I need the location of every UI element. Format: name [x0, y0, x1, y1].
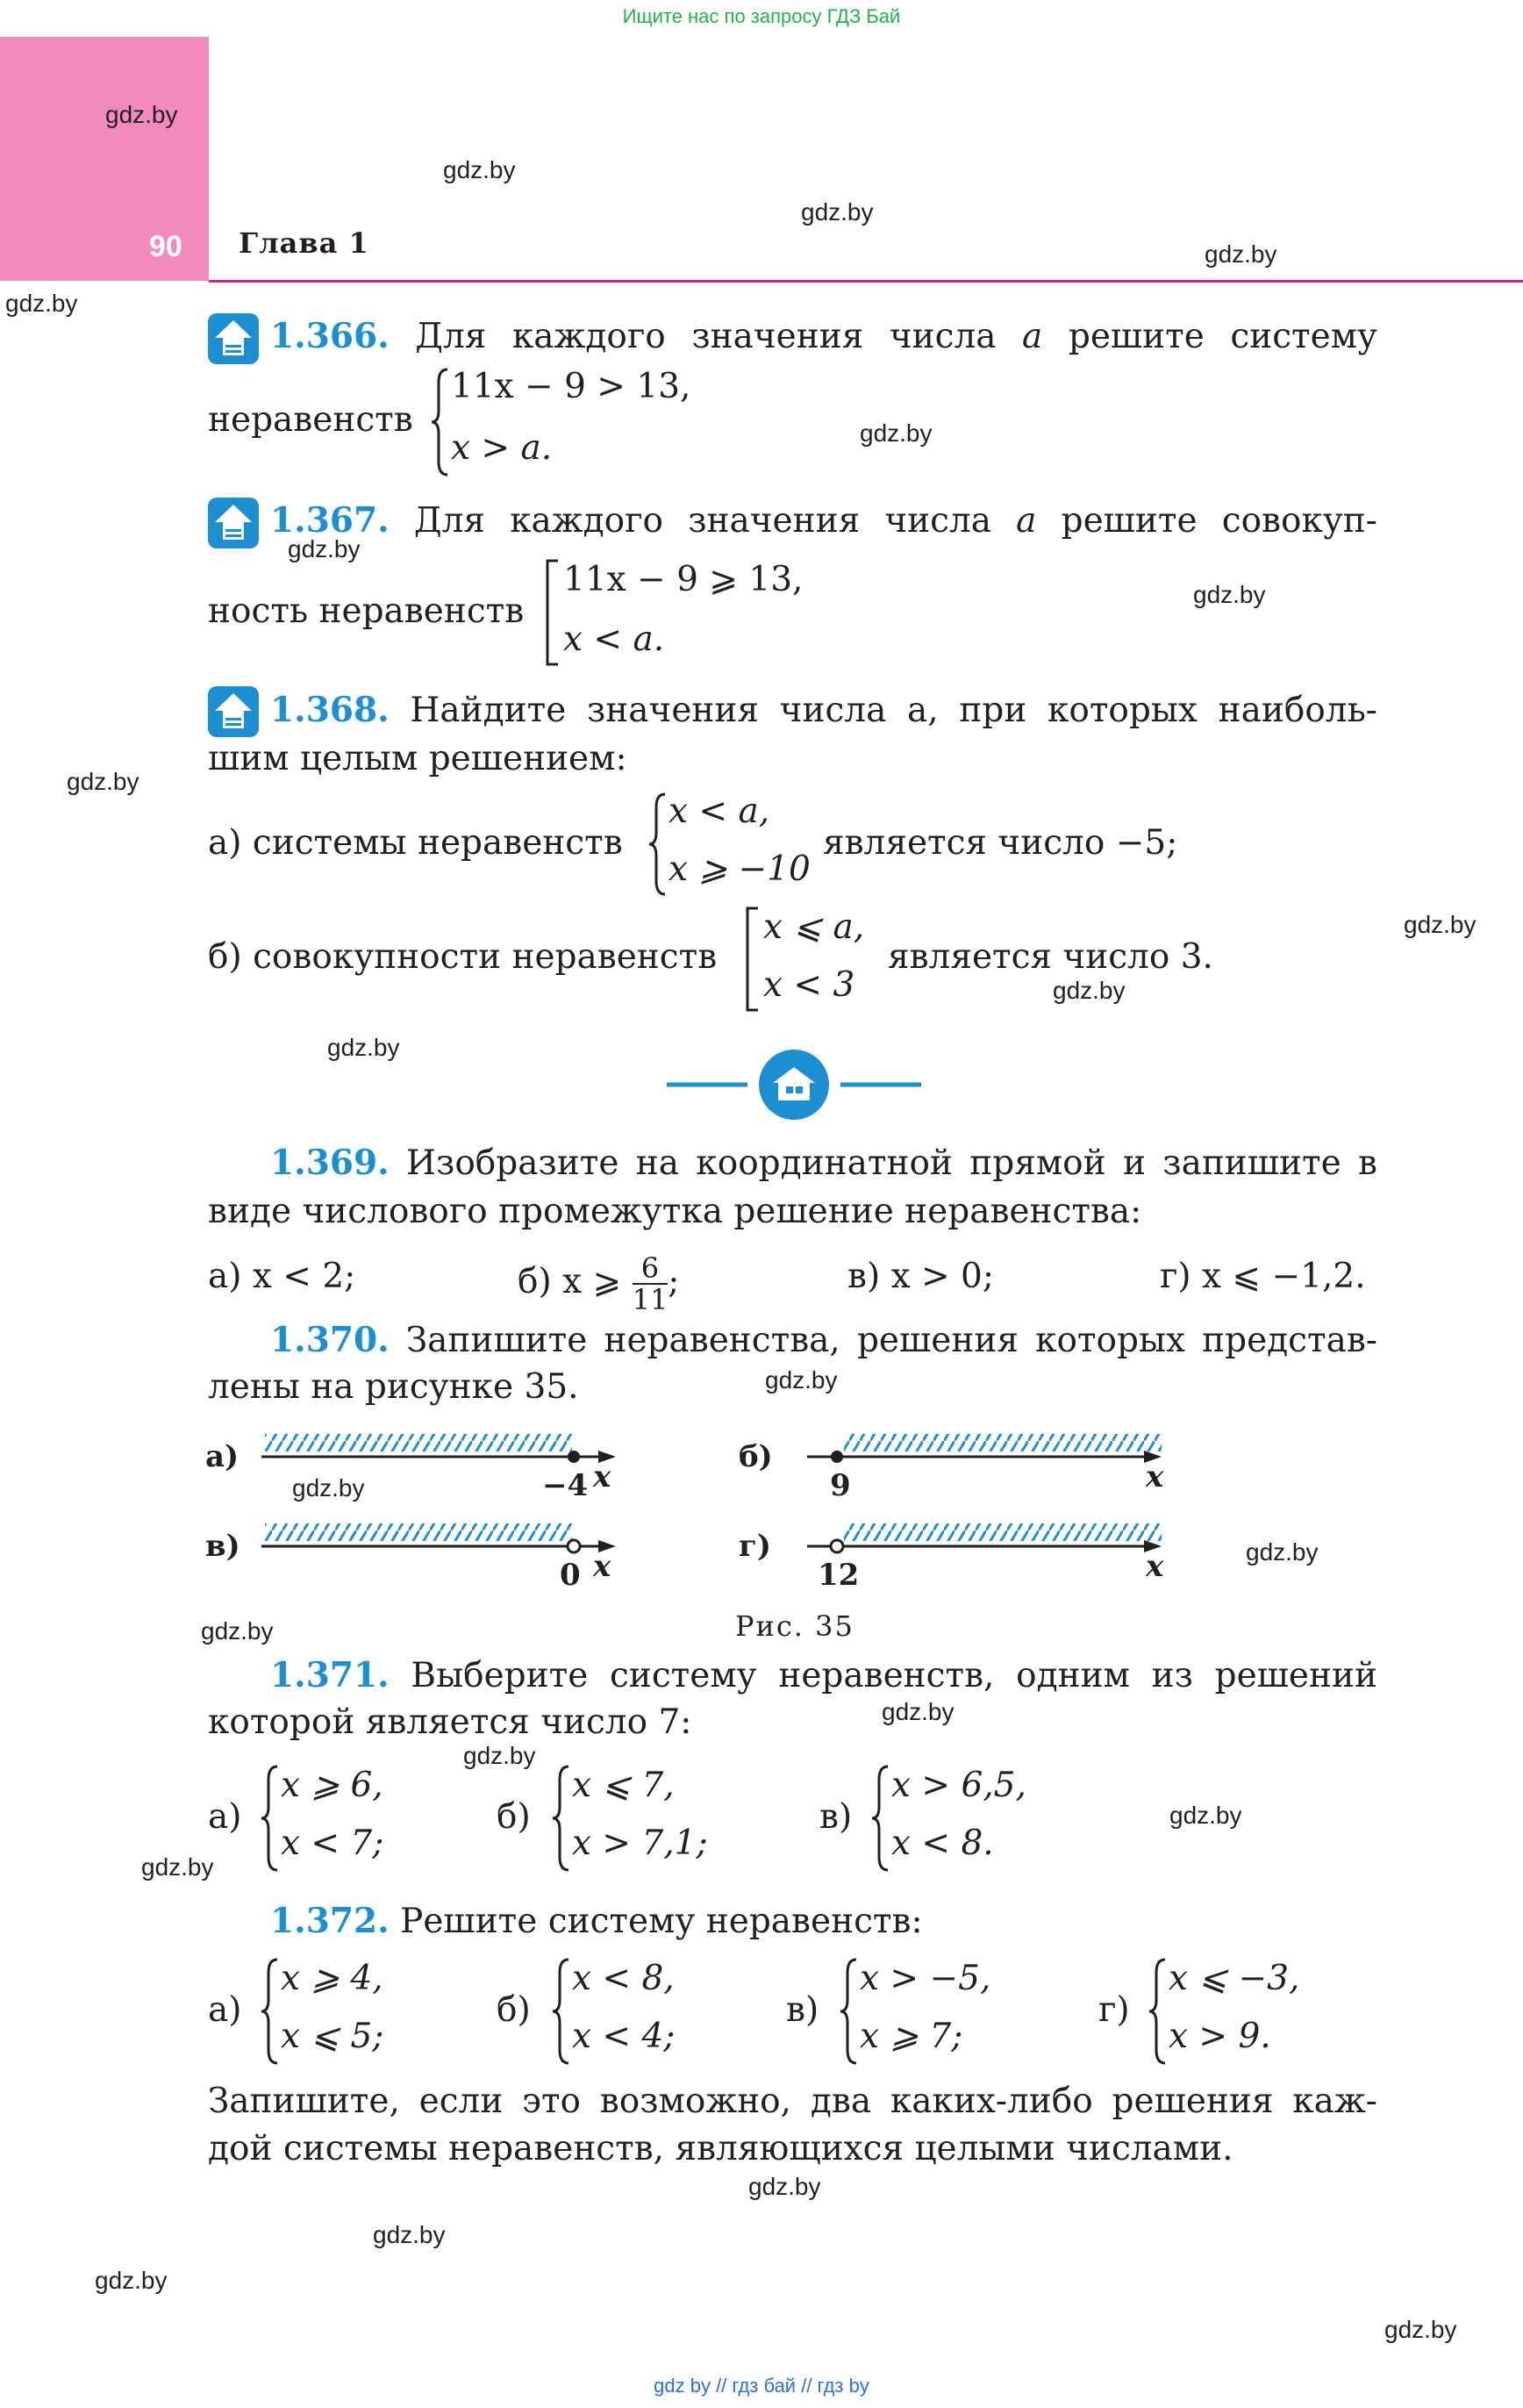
problem-text: неравенств — [208, 400, 413, 440]
subitem-text: б) совокупности неравенств — [208, 937, 718, 977]
problem-text: виде числового промежутка решение неравенства: — [208, 1192, 1142, 1231]
subitem-label: в) — [786, 1990, 819, 2030]
watermark: gdz.by — [373, 2221, 446, 2248]
problem-number: 1.368. — [270, 690, 390, 730]
denominator: 11 — [632, 1283, 669, 1316]
problem-text: шим целым решением: — [208, 739, 627, 778]
chapter-title: Глава 1 — [239, 226, 369, 260]
watermark: gdz.by — [748, 2173, 821, 2200]
subitem-label: а) — [208, 1797, 242, 1837]
watermark: gdz.by — [95, 2267, 168, 2294]
problem-text: которой является число 7: — [208, 1702, 692, 1742]
watermark: gdz.by — [1384, 2316, 1457, 2343]
equation: x > a. — [451, 428, 553, 468]
system-brace — [870, 1764, 891, 1873]
equation: x ⩽ −3, — [1169, 1959, 1300, 1998]
subitem-text: в) x > 0; — [847, 1257, 994, 1296]
system-brace — [551, 1957, 572, 2066]
watermark: gdz.by — [105, 101, 178, 128]
subitem-label: а) — [205, 1439, 240, 1474]
watermark: gdz.by — [443, 156, 516, 183]
watermark: gdz.by — [141, 1853, 214, 1881]
point-label: −4 — [542, 1468, 589, 1503]
watermark: gdz.by — [1246, 1538, 1319, 1566]
union-bracket — [744, 906, 762, 1013]
problem-text: решите совокуп- — [1061, 501, 1377, 541]
watermark: gdz.by — [288, 535, 361, 563]
equation: x ⩾ 7; — [860, 2017, 963, 2056]
number-line — [807, 1423, 1176, 1499]
point-label: 0 — [560, 1558, 581, 1593]
subitem-label: а) — [208, 1990, 242, 2030]
problem-text: дой системы неравенств, являющихся целыми числами. — [208, 2129, 1233, 2168]
equation: x ⩾ 6, — [281, 1766, 383, 1805]
problem-text: Найдите значения числа a, при которых наиболь- — [410, 691, 1377, 730]
problem-text: Изобразите на координатной прямой и запишите в — [406, 1143, 1377, 1183]
problem-number: 1.366. — [270, 316, 390, 356]
fraction — [633, 1253, 669, 1315]
equation: x > 6,5, — [891, 1766, 1026, 1805]
subitem-label: г) — [1098, 1990, 1130, 2030]
number-line — [807, 1513, 1176, 1588]
union-bracket — [544, 558, 561, 667]
axis-label: x — [1146, 1549, 1164, 1584]
punctuation: ; — [668, 1262, 680, 1301]
equation: x < 3 — [763, 965, 855, 1005]
problem-text: Запишите неравенства, решения которых представ- — [405, 1321, 1377, 1360]
inequality-text: б) x ⩾ — [518, 1262, 622, 1301]
point-label: 9 — [830, 1468, 851, 1503]
watermark: gdz.by — [201, 1617, 274, 1645]
watermark: gdz.by — [882, 1698, 955, 1725]
watermark: gdz.by — [292, 1474, 365, 1501]
subitem-label: в) — [205, 1529, 240, 1564]
system-brace — [839, 1957, 860, 2066]
equation: x ⩾ 4, — [281, 1959, 383, 1998]
watermark: gdz.by — [1193, 581, 1266, 608]
problem-text: Выберите систему неравенств, одним из решений — [411, 1656, 1377, 1695]
watermark: gdz.by — [67, 768, 139, 795]
header-rule — [209, 280, 1523, 283]
problem-text: Для каждого значения числа — [415, 317, 997, 356]
equation: x ⩽ a, — [763, 907, 865, 947]
problem-number: 1.371. — [270, 1655, 390, 1695]
system-brace — [647, 792, 669, 897]
homework-divider — [667, 1050, 921, 1120]
problem-text: ность неравенств — [208, 591, 525, 631]
problem-number: 1.367. — [270, 500, 390, 541]
equation: x > 9. — [1169, 2017, 1271, 2056]
system-brace — [1148, 1957, 1169, 2066]
problem-number: 1.372. — [270, 1901, 390, 1941]
watermark: gdz.by — [1404, 911, 1477, 938]
problem-number: 1.369. — [270, 1143, 390, 1183]
subitem-text: является число −5; — [823, 823, 1178, 863]
equation: x < a. — [563, 620, 665, 659]
axis-label: x — [593, 1459, 611, 1494]
equation: x < 8. — [891, 1824, 994, 1863]
problem-number: 1.370. — [270, 1320, 390, 1360]
top-banner: Ищите нас по запросу ГДЗ Бай — [622, 5, 901, 27]
watermark: gdz.by — [1205, 240, 1277, 268]
variable: a — [1016, 501, 1037, 541]
system-brace — [551, 1764, 572, 1873]
equation: x < 7; — [281, 1824, 384, 1863]
figure-caption: Рис. 35 — [735, 1609, 854, 1643]
watermark: gdz.by — [1169, 1802, 1242, 1829]
equation: x < 8, — [572, 1959, 675, 1998]
subitem-text: является число 3. — [888, 937, 1213, 977]
point-label: 12 — [818, 1558, 860, 1593]
equation: x < 4; — [572, 2017, 676, 2056]
equation: 11x − 9 > 13, — [451, 367, 691, 406]
subitem-text: а) x < 2; — [208, 1257, 356, 1296]
axis-label: x — [593, 1549, 611, 1584]
problem-text: лены на рисунке 35. — [208, 1367, 579, 1407]
equation: x ⩽ 5; — [281, 2017, 384, 2056]
system-brace — [260, 1764, 281, 1873]
equation: x ⩽ 7, — [572, 1766, 675, 1805]
watermark: gdz.by — [765, 1366, 838, 1394]
equation: x ⩾ −10 — [669, 849, 811, 889]
watermark: gdz.by — [1053, 977, 1126, 1004]
subitem-label: в) — [819, 1797, 853, 1837]
subitem-label: б) — [497, 1797, 531, 1837]
equation: x < a, — [669, 792, 770, 831]
subitem-text — [518, 1253, 679, 1315]
watermark: gdz.by — [463, 1742, 536, 1769]
problem-text: Для каждого значения числа — [413, 501, 991, 541]
variable: a — [1022, 317, 1043, 356]
home-upload-icon — [208, 313, 259, 364]
page-number: 90 — [149, 230, 182, 263]
subitem-label: б) — [739, 1439, 773, 1474]
subitem-text: а) системы неравенств — [208, 823, 623, 863]
problem-text: Запишите, если это возможно, два каких-либо решения каж- — [208, 2082, 1377, 2121]
problem-text: Решите систему неравенств: — [400, 1902, 923, 1941]
numerator: 6 — [633, 1253, 669, 1285]
watermark: gdz.by — [860, 419, 933, 447]
equation: 11x − 9 ⩾ 13, — [563, 560, 804, 599]
equation: x > 7,1; — [572, 1824, 708, 1863]
subitem-label: г) — [739, 1529, 771, 1564]
watermark: gdz.by — [5, 290, 78, 317]
home-upload-icon — [208, 498, 259, 548]
subitem-label: б) — [497, 1990, 531, 2030]
system-brace — [260, 1957, 281, 2066]
equation: x > −5, — [860, 1959, 991, 1998]
axis-label: x — [1146, 1459, 1164, 1494]
footer-links[interactable]: gdz by // гдз бай // гдз by — [654, 2375, 869, 2397]
watermark: gdz.by — [327, 1034, 400, 1061]
home-upload-icon — [208, 686, 259, 737]
problem-text: решите систему — [1068, 317, 1377, 356]
system-brace — [430, 367, 451, 477]
subitem-text: г) x ⩽ −1,2. — [1160, 1257, 1366, 1296]
watermark: gdz.by — [801, 198, 874, 226]
